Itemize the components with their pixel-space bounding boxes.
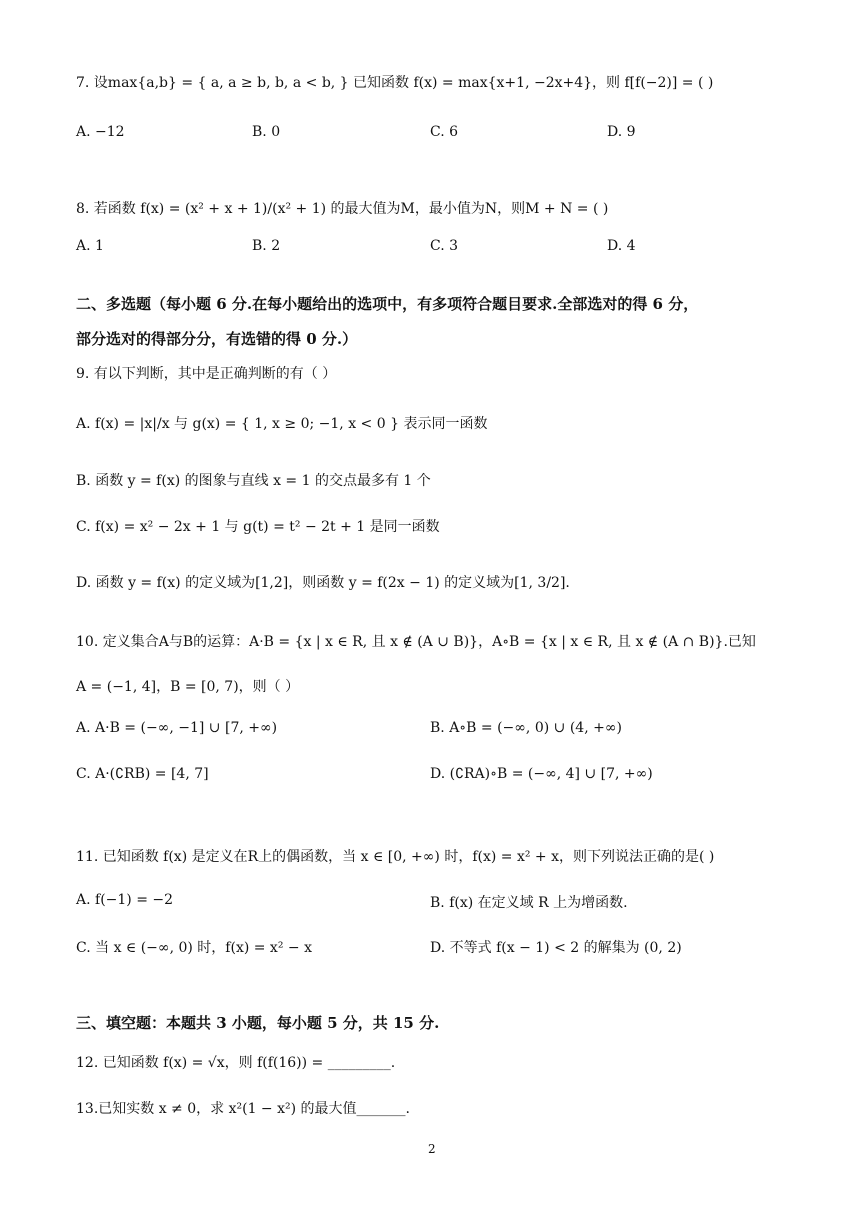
q9-option-c: C. f(x) = x² − 2x + 1 与 g(t) = t² − 2t + 1 是同一函数: [76, 519, 440, 535]
q8-option-c: C. 3: [430, 238, 459, 254]
q10-stem-line2: A = (−1, 4]，B = [0, 7)，则（ ）: [76, 679, 300, 695]
q10-option-c: C. A·(∁RB) = [4, 7]: [76, 766, 209, 782]
q9-option-a: A. f(x) = |x|/x 与 g(x) = { 1, x ≥ 0; −1, x < 0 } 表示同一函数: [76, 416, 488, 432]
q7-option-c: C. 6: [430, 124, 459, 140]
section3-heading: 三、填空题：本题共 3 小题，每小题 5 分，共 15 分.: [76, 1014, 440, 1032]
q11-stem: 11. 已知函数 f(x) 是定义在R上的偶函数，当 x ∈ [0, +∞) 时，f(x) = x² + x，则下列说法正确的是( ): [76, 849, 715, 865]
q7-option-d: D. 9: [607, 124, 636, 140]
q8-option-b: B. 2: [252, 238, 281, 254]
q9-option-d: D. 函数 y = f(x) 的定义域为[1,2]，则函数 y = f(2x − 1) 的定义域为[1, 3/2].: [76, 575, 570, 591]
section2-heading-line1: 二、多选题（每小题 6 分.在每小题给出的选项中，有多项符合题目要求.全部选对的得 6 分，: [76, 295, 699, 313]
q11-option-c: C. 当 x ∈ (−∞, 0) 时，f(x) = x² − x: [76, 940, 312, 956]
q9-option-b: B. 函数 y = f(x) 的图象与直线 x = 1 的交点最多有 1 个: [76, 473, 431, 489]
q10-option-a: A. A·B = (−∞, −1] ∪ [7, +∞): [76, 720, 278, 736]
q11-option-a: A. f(−1) = −2: [76, 892, 174, 908]
q9-stem: 9. 有以下判断，其中是正确判断的有（ ）: [76, 366, 337, 382]
q11-option-d: D. 不等式 f(x − 1) < 2 的解集为 (0, 2): [430, 940, 682, 956]
q10-option-b: B. A∘B = (−∞, 0) ∪ (4, +∞): [430, 720, 622, 736]
q12-stem: 12. 已知函数 f(x) = √x，则 f(f(16)) = _________.: [76, 1055, 396, 1071]
q10-option-d: D. (∁RA)∘B = (−∞, 4] ∪ [7, +∞): [430, 766, 653, 782]
q8-option-d: D. 4: [607, 238, 636, 254]
q7-option-a: A. −12: [76, 124, 125, 140]
q7-stem: 7. 设max{a,b} = { a, a ≥ b, b, a < b, } 已知函数 f(x) = max{x+1, −2x+4}，则 f[f(−2)] = ( ): [76, 75, 714, 91]
q7-option-b: B. 0: [252, 124, 281, 140]
q8-option-a: A. 1: [76, 238, 104, 254]
section2-heading-line2: 部分选对的得部分分，有选错的得 0 分.）: [76, 330, 358, 348]
q11-option-b: B. f(x) 在定义域 R 上为增函数.: [430, 895, 628, 911]
q8-stem: 8. 若函数 f(x) = (x² + x + 1)/(x² + 1) 的最大值为M，最小值为N，则M + N = ( ): [76, 201, 609, 217]
page-number: 2: [428, 1142, 436, 1156]
q13-stem: 13.已知实数 x ≠ 0，求 x²(1 − x²) 的最大值_______.: [76, 1101, 410, 1117]
q10-stem-line1: 10. 定义集合A与B的运算：A·B = {x | x ∈ R, 且 x ∉ (A ∪ B)}，A∘B = {x | x ∈ R, 且 x ∉ (A ∩ B)}.已知: [76, 634, 756, 650]
